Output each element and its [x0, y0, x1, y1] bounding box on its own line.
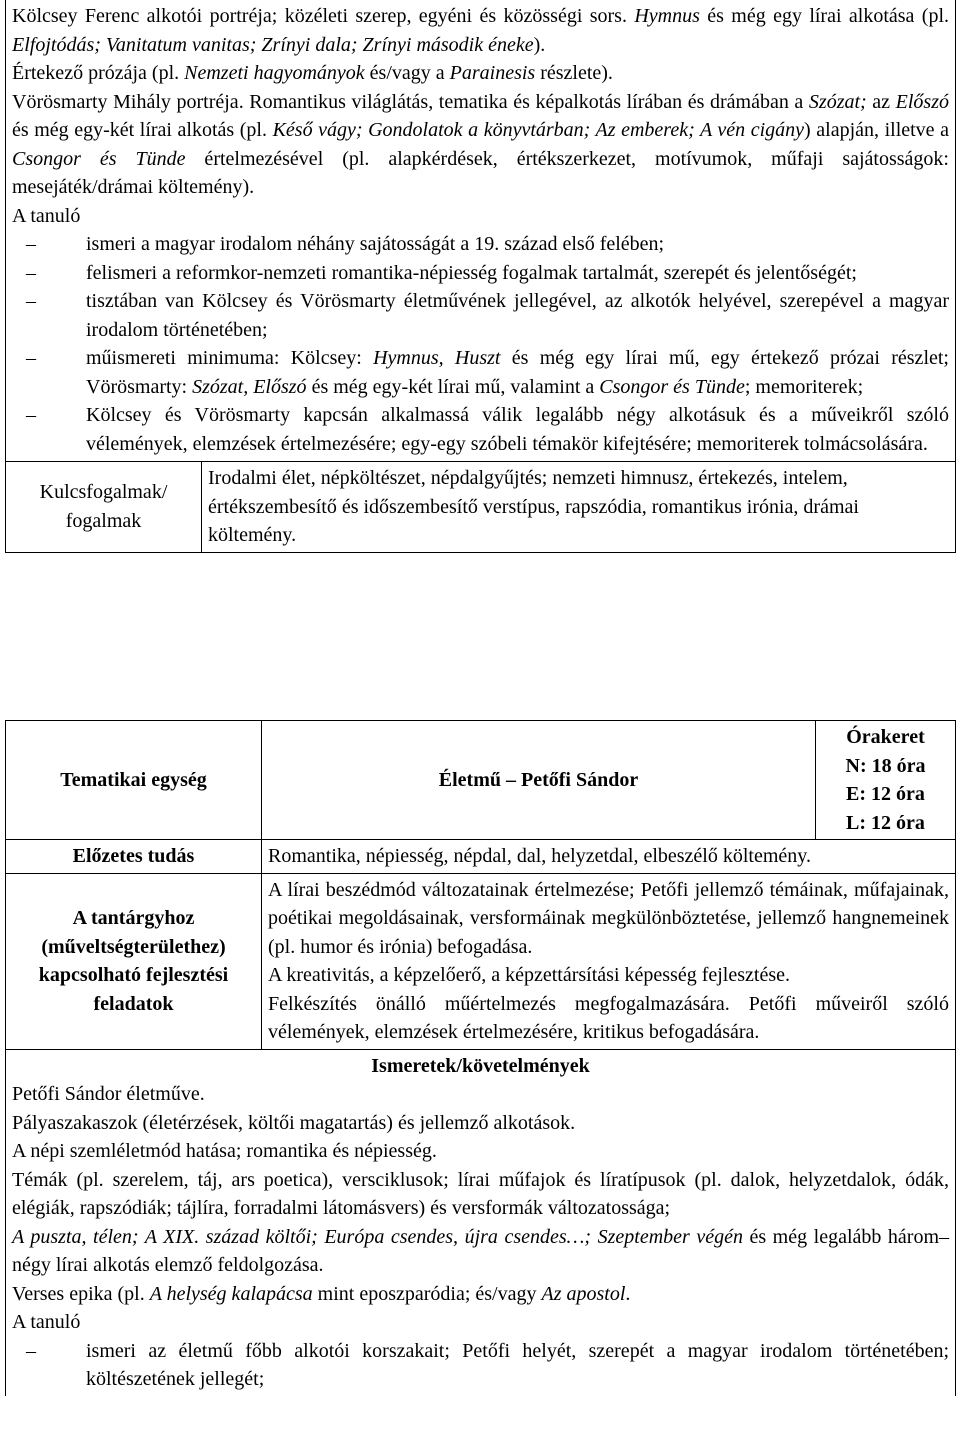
- text-run: és még legalább három–négy lírai alkotás elemző feldolgozása.: [12, 1225, 950, 1276]
- work-titles: Késő vágy; Gondolatok a könyvtárban; Az emberek; A vén cigány: [272, 119, 805, 141]
- development-text: [262, 873, 956, 1049]
- development-paragraph: A kreativitás, a képzelőerő, a képzettársítási képesség fejlesztése.: [268, 964, 790, 986]
- prior-knowledge-label: Előzetes tudás: [6, 840, 262, 874]
- kolcsey-paragraph: [12, 2, 949, 59]
- unit-label: Tematikai egység: [6, 721, 262, 840]
- kolcsey-vorosmarty-table: [5, 0, 956, 553]
- text-run: mint eposzparódia; és/vagy: [312, 1282, 542, 1305]
- work-title: Csongor és Tünde: [12, 147, 186, 170]
- work-titles: Hymnus, Huszt: [373, 347, 501, 369]
- prior-knowledge-text: Romantika, népiesség, népdal, dal, helyzetdal, elbeszélő költemény.: [262, 840, 956, 874]
- text-run: az: [866, 90, 896, 113]
- key-concepts-text: Irodalmi élet, népköltészet, népdalgyűjtés; nemzeti himnusz, értekezés, intelem, értékszembesítő és időszembesítő verstípus, rapszódia, romantikus irónia, drámai költemény.: [202, 462, 956, 553]
- text-run: részlete).: [535, 62, 613, 84]
- learner-heading: A tanuló: [12, 1311, 81, 1333]
- work-title: Nemzeti hagyományok: [184, 62, 365, 84]
- knowledge-line: Pályaszakaszok (életérzések, költői magatartás) és jellemző alkotások.: [12, 1111, 576, 1134]
- content-row: [6, 0, 956, 462]
- text-run: ) alapján, illetve a: [804, 119, 950, 141]
- content-cell: [6, 0, 956, 462]
- development-paragraph: A lírai beszédmód változatainak értelmezése; Petőfi jellemző témáinak, műfajainak, poétikai megoldásainak, versformáinak megkülönböztetése, jellemző hangnemeinek (pl. humor és irónia) befogadása.: [268, 878, 949, 958]
- vorosmarty-paragraph: [12, 88, 949, 202]
- dash-bullet: –: [26, 290, 36, 312]
- list-item: [12, 230, 949, 259]
- hours-title: Órakeret: [846, 726, 925, 748]
- knowledge-row: [6, 1049, 956, 1396]
- work-title: A helység kalapácsa: [149, 1282, 313, 1305]
- kolcsey-prose-paragraph: [12, 59, 949, 88]
- text-run: és még egy-két lírai mű, valamint a: [306, 375, 600, 398]
- hours-cell: [816, 721, 956, 840]
- knowledge-line: A népi szemléletmód hatása; romantika és népiesség.: [12, 1140, 437, 1162]
- key-concepts-row: [6, 462, 956, 553]
- dash-bullet: –: [26, 233, 36, 255]
- text-run: ).: [533, 33, 546, 56]
- text-run: Kölcsey Ferenc alkotói portréja; közéleti szerep, egyéni és közösségi sors.: [12, 5, 635, 27]
- knowledge-line: Témák (pl. szerelem, táj, ars poetica), versciklusok; lírai műfajok és líratípusok (pl. dalok, helyzetdalok, ódák, elégiák, rapszódiák; tájlíra, forradalmi látomásvers) és versformák változatossága;: [12, 1168, 949, 1219]
- list-item: [12, 287, 949, 344]
- dash-bullet: –: [26, 261, 36, 284]
- hours-l: L: 12 óra: [846, 811, 925, 834]
- hours-n: N: 18 óra: [845, 754, 926, 777]
- list-item-text: ismeri az életmű főbb alkotói korszakait; Petőfi helyét, szerepét a magyar irodalom történetében; költészetének jellegét;: [86, 1339, 949, 1390]
- dash-bullet: –: [26, 347, 36, 369]
- work-titles: Elfojtódás; Vanitatum vanitas; Zrínyi dala; Zrínyi második éneke: [12, 33, 534, 56]
- knowledge-line: Petőfi Sándor életműve.: [12, 1083, 205, 1105]
- work-title: Előszó: [895, 90, 949, 113]
- work-titles: Szózat, Előszó: [192, 375, 307, 398]
- list-item: [12, 401, 949, 458]
- text-run: .: [625, 1282, 631, 1305]
- work-titles: A puszta, télen; A XIX. század költői; Európa csendes, újra csendes…; Szeptember végén: [12, 1225, 743, 1248]
- text-run: Verses epika (pl.: [12, 1282, 150, 1305]
- unit-row: [6, 721, 956, 840]
- work-title: Csongor és Tünde: [599, 375, 745, 398]
- outcomes-list: [12, 230, 949, 458]
- list-item: [12, 259, 949, 288]
- text-run: és még egy lírai alkotása (pl.: [699, 5, 949, 27]
- knowledge-cell: [6, 1049, 956, 1396]
- knowledge-line: [12, 1223, 949, 1280]
- key-concepts-label: Kulcsfogalmak/ fogalmak: [6, 462, 202, 553]
- text-run: Értekező prózája (pl.: [12, 62, 185, 84]
- knowledge-line: [12, 1280, 949, 1309]
- text-run: ; memoriterek;: [744, 375, 864, 398]
- list-item: [12, 344, 949, 401]
- development-label: A tantárgyhoz (műveltségterülethez) kapcsolható fejlesztési feladatok: [6, 873, 262, 1049]
- work-title: Parainesis: [449, 62, 536, 84]
- development-row: [6, 873, 956, 1049]
- hours-e: E: 12 óra: [846, 783, 925, 805]
- list-item-text: tisztában van Kölcsey és Vörösmarty életművének jellegével, az alkotók helyével, szerepével a magyar irodalom történetében;: [86, 290, 949, 341]
- knowledge-header: Ismeretek/követelmények: [371, 1054, 590, 1077]
- unit-title: Életmű – Petőfi Sándor: [262, 721, 816, 840]
- list-item-text: ismeri a magyar irodalom néhány sajátosságát a 19. század első felében;: [86, 233, 665, 255]
- text-run: műismereti minimuma: Kölcsey:: [86, 347, 374, 369]
- outcomes-list: [12, 1337, 949, 1394]
- prior-knowledge-row: [6, 840, 956, 874]
- work-title: Szózat;: [808, 90, 867, 113]
- learner-heading: A tanuló: [12, 204, 81, 227]
- development-paragraph: Felkészítés önálló műértelmezés megfogalmazására. Petőfi műveiről szóló vélemények, elemzések értelmezésére, kritikus befogadására.: [268, 992, 949, 1043]
- text-run: értelmezésével (pl. alapkérdések, értékszerkezet, motívumok, műfaji sajátosságok: mesejáték/drámai költemény).: [12, 147, 949, 198]
- text-run: és/vagy a: [364, 62, 450, 84]
- text-run: Vörösmarty Mihály portréja. Romantikus világlátás, tematika és képalkotás lírában és drámában a: [12, 90, 809, 113]
- work-title: Az apostol: [541, 1282, 626, 1305]
- list-item-text: felismeri a reformkor-nemzeti romantika-népiesség fogalmak tartalmát, szerepét és jelentőségét;: [86, 261, 857, 284]
- text-run: és még egy-két lírai alkotás (pl.: [12, 119, 273, 141]
- petofi-table: [5, 720, 956, 1396]
- list-item: [12, 1337, 949, 1394]
- work-title: Hymnus: [634, 5, 700, 27]
- text-run: és még egy lírai mű, egy értekező prózai részlet; Vörösmarty:: [86, 347, 949, 398]
- dash-bullet: –: [26, 404, 36, 426]
- list-item-text: Kölcsey és Vörösmarty kapcsán alkalmassá válik legalább négy alkotásuk és a műveikről szóló vélemények, elemzések értelmezésére; egy-egy szóbeli témakör kifejtésére; memoriterek tolmácsolására.: [86, 404, 949, 455]
- dash-bullet: –: [26, 1339, 36, 1362]
